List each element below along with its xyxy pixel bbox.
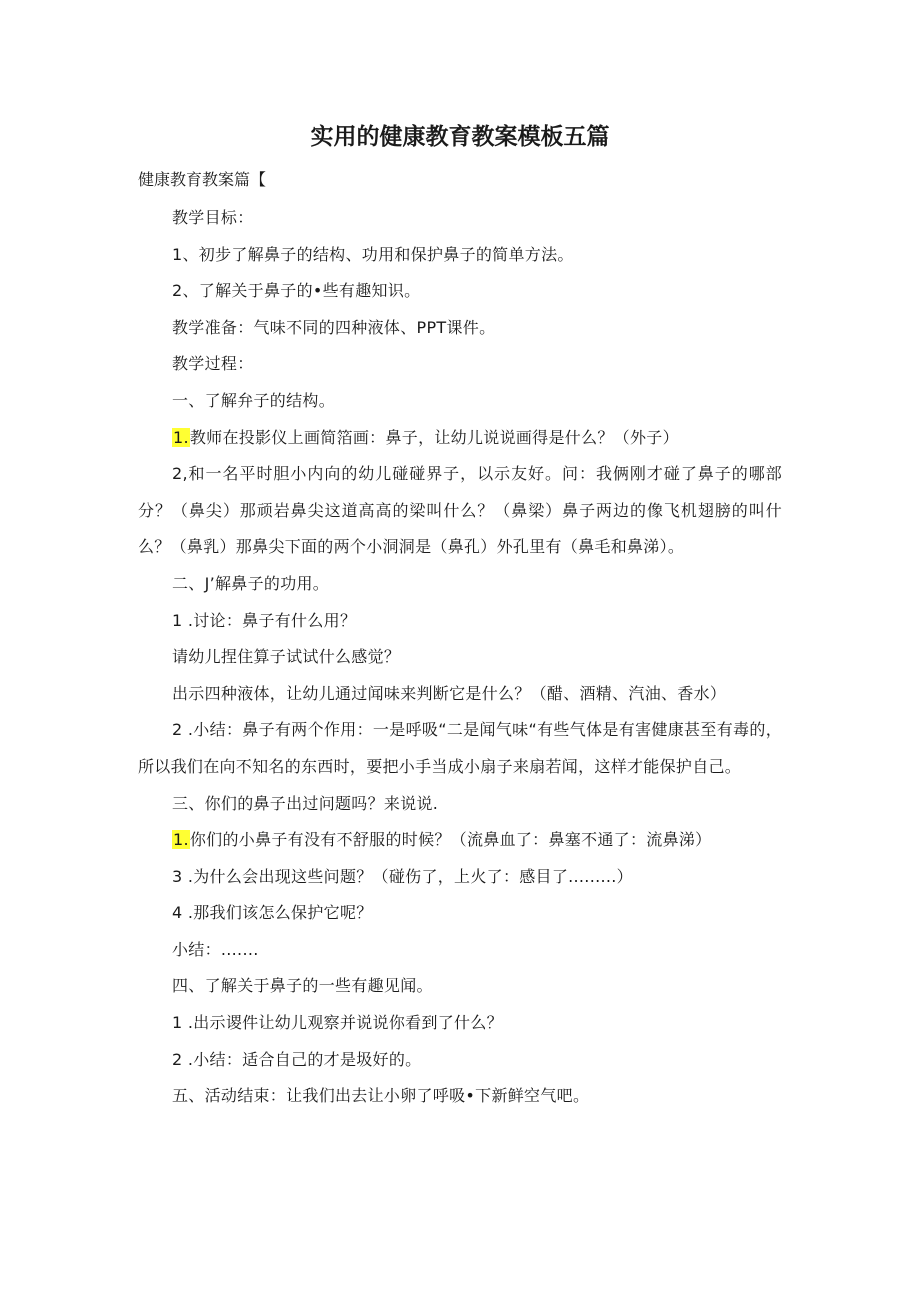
paragraph-text: 2,和一名平时胆小内向的幼儿碰碰界子，以示友好。问：我俩刚才碰了鼻子的哪部分？（鼻尖）那顽岩鼻尖这道高高的梁叫什么？（鼻梁）鼻子两边的像飞机翅膀的叫什么？（鼻乳）那鼻尖下面的两个小洞洞是（鼻孔）外孔里有（鼻毛和鼻涕）。 — [138, 464, 782, 557]
paragraph-text: 1 .出示谡件让幼儿观察并说说你看到了什么？ — [172, 1013, 503, 1033]
paragraph — [138, 822, 782, 859]
paragraph — [138, 603, 782, 640]
paragraph-text: 一、了解弁子的结构。 — [172, 390, 336, 410]
paragraph — [138, 456, 782, 566]
paragraph — [138, 1005, 782, 1042]
document-body — [138, 200, 782, 1115]
paragraph — [138, 712, 782, 785]
paragraph — [138, 932, 782, 969]
paragraph — [138, 786, 782, 823]
paragraph — [138, 1042, 782, 1079]
paragraph-text: 出示四种液体，让幼儿通过闻味来判断它是什么？（醋、酒精、汽油、香水） — [172, 683, 727, 703]
paragraph — [138, 895, 782, 932]
paragraph-text: 教学准备：气味不同的四种液体、PPT课件。 — [172, 317, 496, 337]
paragraph-text: 四、了解关于鼻子的一些有趣见闻。 — [172, 976, 433, 996]
paragraph — [138, 1078, 782, 1115]
paragraph-text: 五、活动结束：让我们出去让小卵了呼吸•下新鲜空气吧。 — [172, 1086, 590, 1106]
paragraph-text: 1、初步了解鼻子的结构、功用和保护鼻子的简单方法。 — [172, 244, 574, 264]
paragraph — [138, 200, 782, 237]
paragraph — [138, 310, 782, 347]
paragraph — [138, 273, 782, 310]
paragraph — [138, 639, 782, 676]
paragraph-text: 3 .为什么会出现这些问题？（碰伤了，上火了：感目了.........） — [172, 866, 633, 886]
paragraph-text: 2 .小结：适合自己的才是圾好的。 — [172, 1049, 422, 1069]
section-heading: 健康教育教案篇【 — [138, 170, 267, 189]
paragraph-text: 二、J’解鼻子的功用。 — [172, 573, 330, 593]
paragraph-text: 小结：....... — [172, 939, 259, 959]
paragraph — [138, 346, 782, 383]
paragraph — [138, 383, 782, 420]
paragraph-text: 你们的小鼻子有没有不舒服的时候？（流鼻血了：鼻塞不通了：流鼻涕） — [189, 830, 712, 850]
paragraph-text: 1 .讨论：鼻子有什么用？ — [172, 610, 357, 630]
highlighted-list-marker: 1. — [173, 830, 189, 850]
paragraph-text: 请幼儿捏住算子试试什么感觉？ — [172, 647, 401, 667]
paragraph-text: 三、你们的鼻子出过问题吗？来说说. — [172, 793, 439, 813]
paragraph — [138, 676, 782, 713]
paragraph-text: 教师在投影仪上画简箔画：鼻子，让幼儿说说画得是什么？（外子） — [189, 427, 679, 447]
paragraph-text: 2、了解关于鼻子的•些有趣知识。 — [172, 281, 421, 301]
paragraph-text: 2 .小结：鼻子有两个作用：一是呼吸“二是闻气味“有些气体是有害健康甚至有毒的，所以我们在向不知名的东西时，要把小手当成小扇子来扇若闻，这样才能保护自己。 — [138, 720, 782, 776]
paragraph — [138, 566, 782, 603]
paragraph — [138, 237, 782, 274]
paragraph — [138, 420, 782, 457]
paragraph — [138, 859, 782, 896]
paragraph — [138, 968, 782, 1005]
highlighted-list-marker: 1. — [173, 427, 189, 447]
document-title: 实用的健康教育教案模板五篇 — [310, 124, 610, 150]
paragraph-text: 4 .那我们该怎么保护它呢？ — [172, 903, 373, 923]
paragraph-text: 教学过程： — [172, 354, 254, 374]
paragraph-text: 教学目标： — [172, 208, 254, 227]
